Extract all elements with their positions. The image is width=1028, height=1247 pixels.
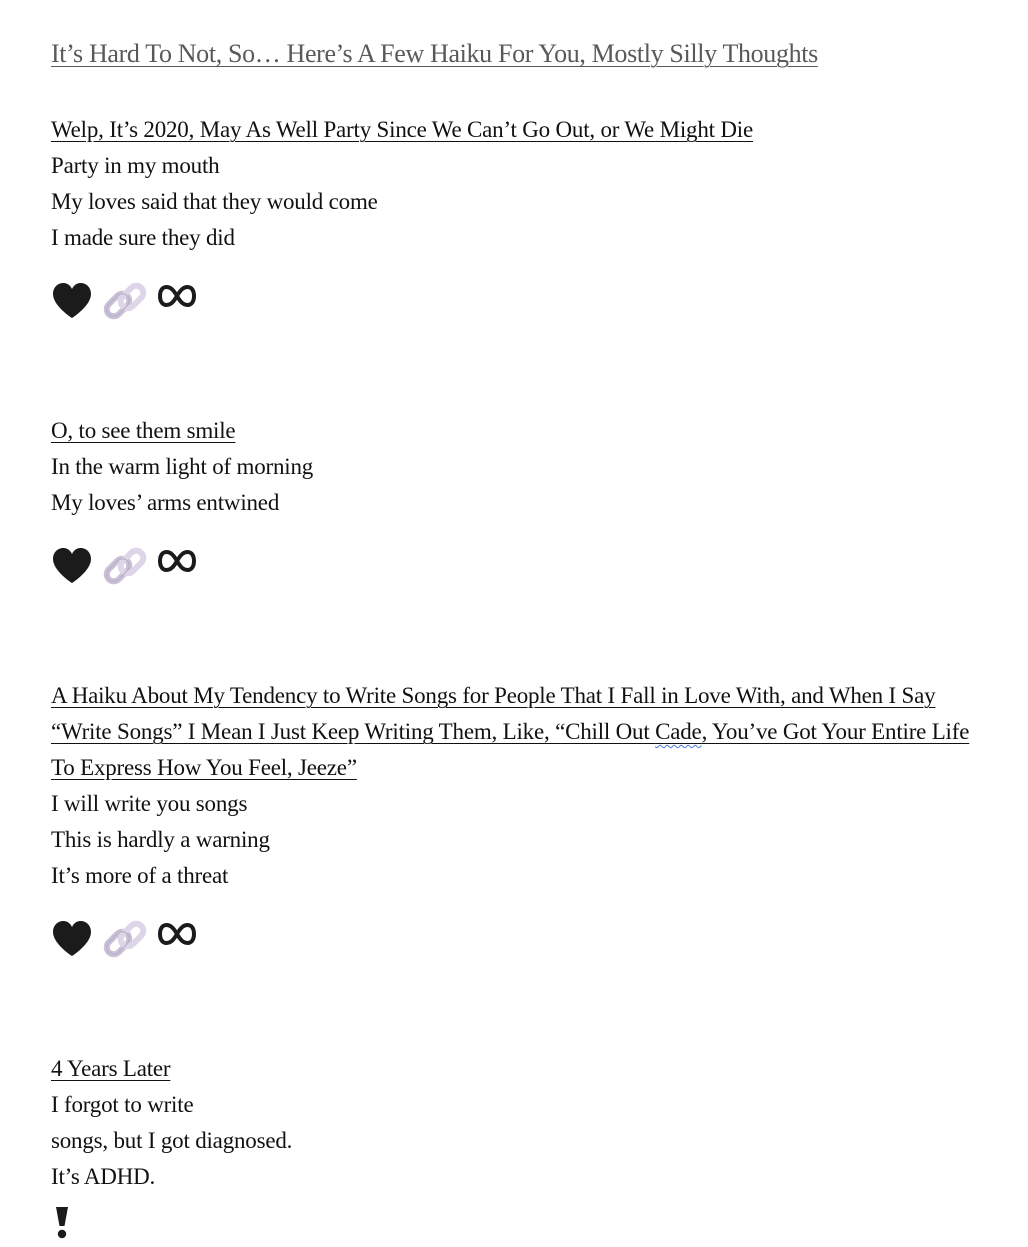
document-title: It’s Hard To Not, So… Here’s A Few Haiku For You, Mostly Silly Thoughts	[51, 39, 818, 68]
emoji-row	[51, 543, 211, 591]
poem-title: O, to see them smile	[51, 418, 236, 443]
poem-3	[51, 678, 981, 894]
link-icon	[102, 916, 148, 962]
poem-line: I made sure they did	[51, 225, 235, 250]
emoji-row	[51, 278, 211, 326]
poem-title	[51, 678, 981, 786]
black-heart-icon	[51, 920, 93, 958]
poem-title-part: A Haiku About My Tendency to Write Songs for People That I Fall in Love With, and When I Say “Write Songs” I Mean I Just Keep Writing Them, Like, “Chill Out	[51, 683, 936, 744]
poem-title: Welp, It’s 2020, May As Well Party Since We Can’t Go Out, or We Might Die	[51, 117, 754, 142]
poem-title-part: , You’ve Got Your Entire Life To Express How You Feel, Jeeze”	[51, 719, 970, 780]
black-heart-icon	[51, 282, 93, 320]
emoji-row	[51, 916, 211, 964]
black-heart-icon	[51, 547, 93, 585]
poem-line: This is hardly a warning	[51, 827, 270, 852]
poem-1	[51, 112, 981, 256]
misspelled-word[interactable]: Cade	[655, 719, 702, 744]
poem-line: I will write you songs	[51, 791, 248, 816]
poem-line: It’s ADHD.	[51, 1164, 156, 1189]
link-icon	[102, 543, 148, 589]
poem-line: I forgot to write	[51, 1092, 194, 1117]
poem-2	[51, 413, 981, 521]
link-icon	[102, 278, 148, 324]
poem-line: My loves’ arms entwined	[51, 490, 280, 515]
poem-title: 4 Years Later	[51, 1056, 171, 1081]
poem-line: In the warm light of morning	[51, 454, 314, 479]
poem-line: Party in my mouth	[51, 153, 220, 178]
poem-line: It’s more of a threat	[51, 863, 229, 888]
poem-line: My loves said that they would come	[51, 189, 378, 214]
infinity-icon	[157, 922, 197, 946]
infinity-icon	[157, 284, 197, 308]
infinity-icon	[157, 549, 197, 573]
poem-line: songs, but I got diagnosed.	[51, 1128, 293, 1153]
poem-4	[51, 1051, 981, 1195]
exclamation-icon	[53, 1205, 71, 1241]
